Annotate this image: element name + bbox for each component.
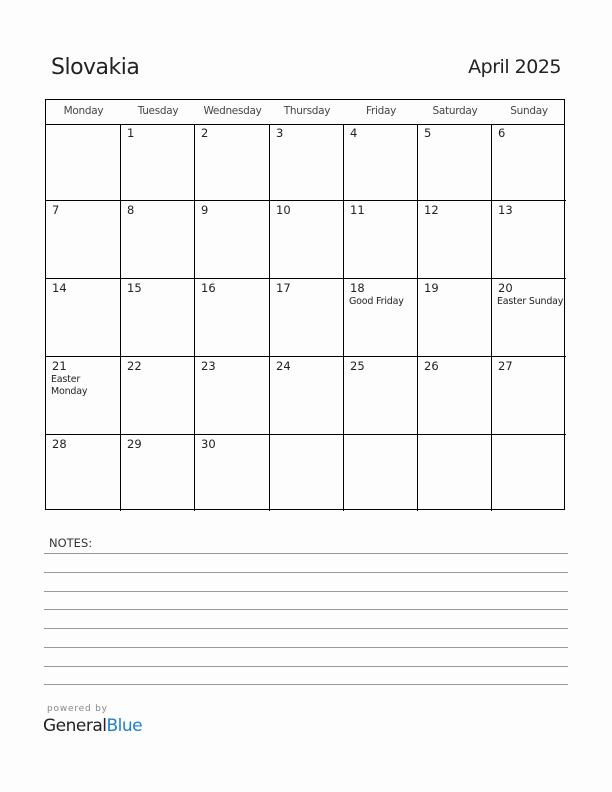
day-number: 12 — [424, 203, 439, 217]
day-number: 21 — [52, 359, 67, 373]
notes-line — [44, 666, 568, 667]
day-number: 3 — [276, 126, 284, 140]
weekday-tuesday: Tuesday — [137, 105, 179, 117]
holiday-label: Easter Sunday — [497, 296, 564, 307]
day-number: 23 — [201, 359, 216, 373]
weekday-friday: Friday — [365, 105, 397, 117]
day-cell — [344, 201, 418, 279]
day-cell — [418, 201, 492, 279]
weekday-wednesday: Wednesday — [203, 105, 262, 117]
day-cell — [344, 279, 418, 357]
day-cell — [270, 357, 344, 435]
day-number: 18 — [350, 281, 365, 295]
day-number: 1 — [127, 126, 135, 140]
day-cell — [344, 357, 418, 435]
day-cell — [121, 279, 195, 357]
powered-by: powered by — [47, 704, 108, 714]
day-cell — [492, 435, 566, 511]
day-cell — [121, 124, 195, 201]
day-cell — [344, 435, 418, 511]
day-cell — [270, 124, 344, 201]
day-number: 7 — [52, 203, 60, 217]
notes-line — [44, 553, 568, 554]
day-cell — [418, 357, 492, 435]
day-number: 11 — [350, 203, 365, 217]
month-title: April 2025 — [468, 56, 561, 78]
day-number: 16 — [201, 281, 216, 295]
holiday-label: Easter Monday — [51, 374, 88, 397]
brand-blue: Blue — [106, 716, 143, 736]
day-cell — [492, 279, 566, 357]
day-number: 29 — [127, 437, 142, 451]
day-cell — [46, 201, 121, 279]
notes-label: NOTES: — [49, 536, 93, 550]
day-cell — [418, 124, 492, 201]
day-cell — [46, 357, 121, 435]
day-number: 26 — [424, 359, 439, 373]
day-cell — [270, 201, 344, 279]
day-number: 24 — [276, 359, 291, 373]
day-number: 20 — [498, 281, 513, 295]
notes-line — [44, 684, 568, 685]
brand-general: General — [43, 716, 107, 736]
day-cell — [270, 279, 344, 357]
day-number: 28 — [52, 437, 67, 451]
day-cell — [121, 357, 195, 435]
day-number: 30 — [201, 437, 216, 451]
country-title: Slovakia — [51, 55, 140, 80]
day-cell — [418, 435, 492, 511]
notes-line — [44, 572, 568, 573]
day-number: 6 — [498, 126, 506, 140]
day-cell — [46, 124, 121, 201]
day-number: 15 — [127, 281, 142, 295]
weekday-monday: Monday — [63, 105, 104, 117]
day-number: 17 — [276, 281, 291, 295]
day-cell — [492, 357, 566, 435]
day-number: 2 — [201, 126, 209, 140]
day-cell — [46, 435, 121, 511]
day-cell — [121, 435, 195, 511]
day-number: 13 — [498, 203, 513, 217]
day-cell — [46, 279, 121, 357]
day-number: 5 — [424, 126, 432, 140]
day-cell — [195, 357, 270, 435]
day-cell — [344, 124, 418, 201]
weekday-thursday: Thursday — [283, 105, 331, 117]
day-cell — [195, 124, 270, 201]
holiday-label: Good Friday — [349, 296, 404, 307]
calendar-grid — [45, 99, 565, 510]
day-cell — [121, 201, 195, 279]
day-number: 14 — [52, 281, 67, 295]
weekday-saturday: Saturday — [432, 105, 478, 117]
day-cell — [195, 201, 270, 279]
day-number: 8 — [127, 203, 135, 217]
generalblue-logo — [43, 716, 142, 736]
notes-line — [44, 628, 568, 629]
day-number: 10 — [276, 203, 291, 217]
day-cell — [270, 435, 344, 511]
day-cell — [492, 201, 566, 279]
notes-line — [44, 609, 568, 610]
day-cell — [195, 435, 270, 511]
notes-line — [44, 591, 568, 592]
day-number: 19 — [424, 281, 439, 295]
notes-line — [44, 647, 568, 648]
day-number: 9 — [201, 203, 209, 217]
day-number: 25 — [350, 359, 365, 373]
day-number: 22 — [127, 359, 142, 373]
day-cell — [418, 279, 492, 357]
weekday-sunday: Sunday — [510, 105, 548, 117]
day-number: 4 — [350, 126, 358, 140]
weekday-header — [46, 100, 564, 125]
day-cell — [492, 124, 566, 201]
day-cell — [195, 279, 270, 357]
day-number: 27 — [498, 359, 513, 373]
